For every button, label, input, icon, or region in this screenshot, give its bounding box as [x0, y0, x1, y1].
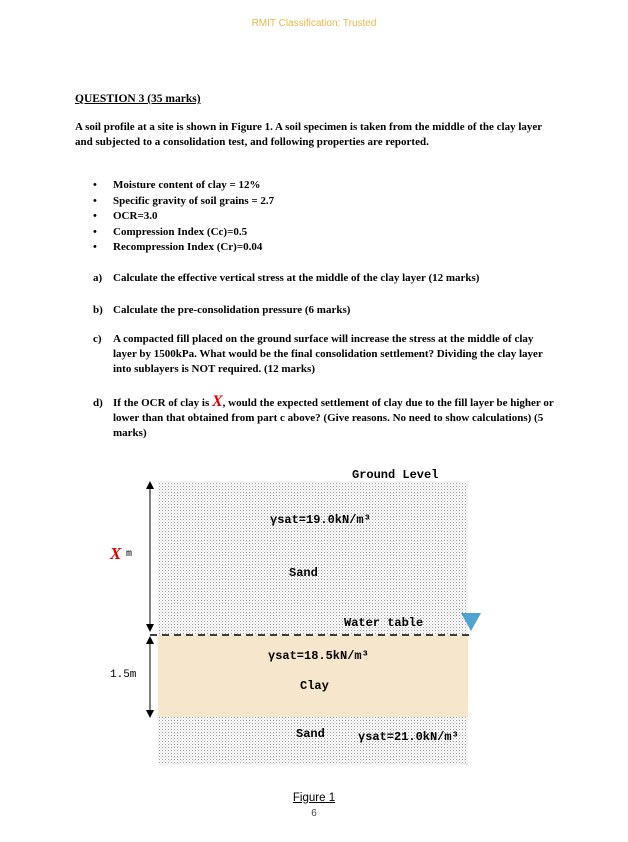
page-number: 6 [311, 808, 317, 819]
classification-header: RMIT Classification: Trusted [251, 18, 377, 29]
arrow-down-icon [146, 624, 154, 632]
question-intro: A soil profile at a site is shown in Figure 1. A soil specimen is taken from the middle of the clay layer and subjected to a consolidation test, and following properties are reported. [75, 121, 542, 148]
sand-bottom-gamma: γsat=21.0kN/m³ [358, 730, 459, 744]
list-item: • OCR=3.0 [93, 210, 158, 222]
part-c: c) A compacted fill placed on the ground surface will increase the stress at the middle of clay layer by 1500kPa. What would be the final consolidation settlement? Dividing the clay layer into sublayers is NOT required. (12 marks) [93, 333, 543, 375]
part-a: a) Calculate the effective vertical stress at the middle of the clay layer (12 marks) [93, 272, 480, 284]
list-item: • Recompression Index (Cr)=0.04 [93, 241, 263, 253]
dimension-x-symbol: X [110, 544, 122, 563]
arrow-up-icon [146, 481, 154, 489]
sand-top-label: Sand [289, 566, 318, 580]
list-item: • Moisture content of clay = 12% [93, 179, 261, 191]
question-title: QUESTION 3 (35 marks) [75, 93, 201, 105]
part-b: b) Calculate the pre-consolidation pressure (6 marks) [93, 304, 351, 316]
clay-gamma: γsat=18.5kN/m³ [268, 649, 369, 663]
sand-top-layer [158, 481, 468, 635]
figure-caption: Figure 1 [292, 792, 336, 804]
ocr-x-symbol: X [212, 393, 223, 410]
arrow-up-icon [146, 636, 154, 644]
clay-label: Clay [300, 679, 329, 693]
sand-top-gamma: γsat=19.0kN/m³ [270, 513, 371, 527]
sand-bottom-label: Sand [296, 727, 325, 741]
part-d: d) If the OCR of clay is X, would the expected settlement of clay due to the fill layer be higher or lower than that obtained from part c above? (Give reasons. No need to show calculations) (5 marks) [93, 393, 554, 439]
water-table-label: Water table [344, 616, 424, 630]
dimension-clay-label: 1.5m [110, 669, 137, 681]
list-item: • Specific gravity of soil grains = 2.7 [93, 194, 275, 207]
list-item: • Compression Index (Cc)=0.5 [93, 225, 248, 238]
ground-level-label: Ground Level [352, 468, 439, 482]
clay-layer [158, 635, 468, 717]
arrow-down-icon [146, 710, 154, 718]
dimension-x-unit: m [126, 549, 133, 560]
